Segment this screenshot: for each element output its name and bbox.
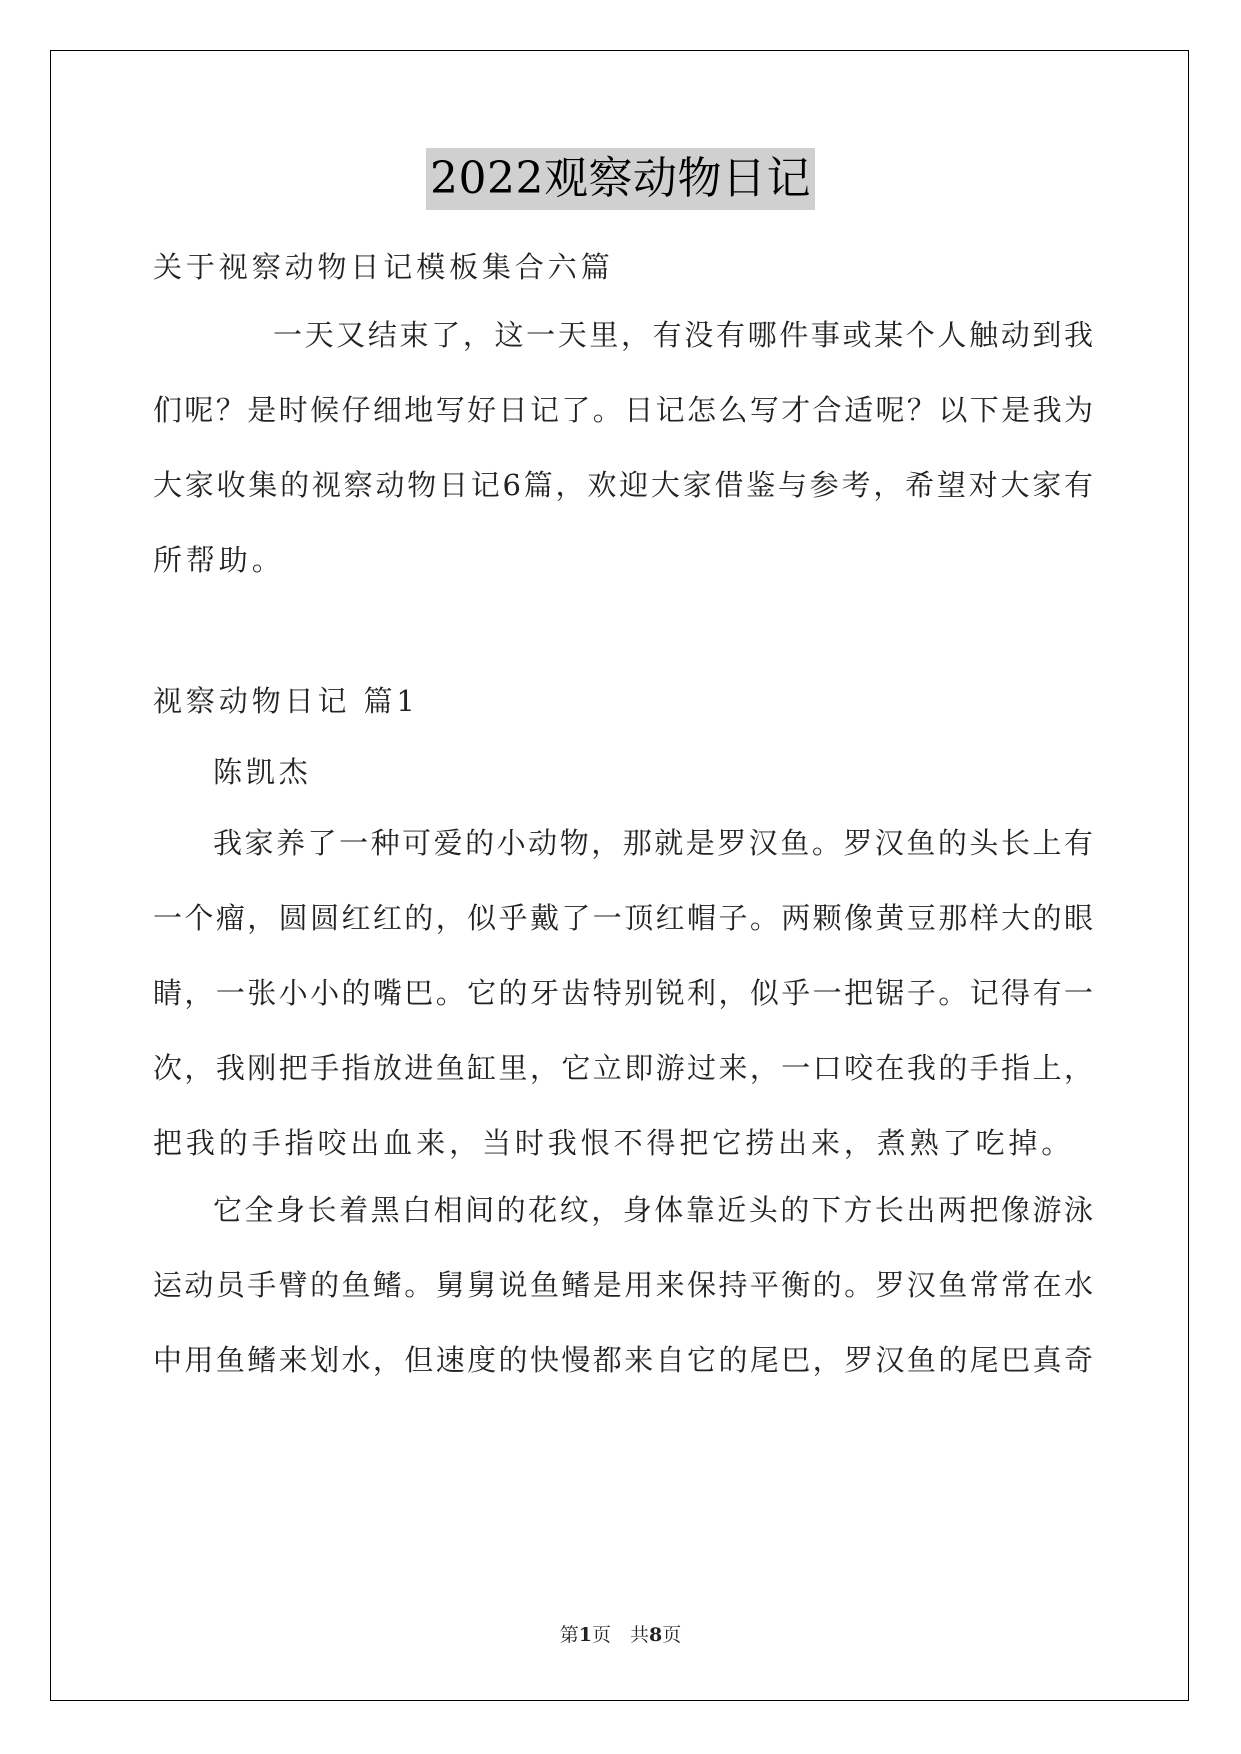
para1-line-1[interactable]: 我家养了一种可爱的小动物，那就是罗汉鱼。罗汉鱼的头长上有	[213, 826, 1093, 860]
author-name[interactable]: 陈凯杰	[213, 755, 312, 789]
footer-mid: 页 共	[591, 1624, 649, 1646]
intro-line-4[interactable]: 所帮助。	[153, 543, 285, 577]
para1-line-4[interactable]: 次，我刚把手指放进鱼缸里，它立即游过来，一口咬在我的手指上，	[153, 1051, 1093, 1085]
para1-line-3[interactable]: 睛，一张小小的嘴巴。它的牙齿特别锐利，似乎一把锯子。记得有一	[153, 976, 1093, 1010]
para1-line-2[interactable]: 一个瘤，圆圆红红的，似乎戴了一顶红帽子。两颗像黄豆那样大的眼	[153, 901, 1093, 935]
para2-line-3[interactable]: 中用鱼鳍来划水，但速度的快慢都来自它的尾巴，罗汉鱼的尾巴真奇	[153, 1343, 1093, 1377]
footer-total-pages: 8	[649, 1624, 663, 1646]
intro-line-1[interactable]: 一天又结束了，这一天里，有没有哪件事或某个人触动到我	[273, 318, 1093, 352]
document-subtitle[interactable]: 关于视察动物日记模板集合六篇	[153, 250, 614, 284]
intro-line-3[interactable]: 大家收集的视察动物日记6篇，欢迎大家借鉴与参考，希望对大家有	[153, 468, 1093, 502]
intro-line-2[interactable]: 们呢？是时候仔细地写好日记了。日记怎么写才合适呢？以下是我为	[153, 393, 1093, 427]
section-heading[interactable]: 视察动物日记 篇1	[153, 684, 419, 718]
para2-line-2[interactable]: 运动员手臂的鱼鳍。舅舅说鱼鳍是用来保持平衡的。罗汉鱼常常在水	[153, 1268, 1093, 1302]
title-container	[0, 148, 1241, 210]
footer-suffix: 页	[662, 1624, 682, 1646]
para1-line-5[interactable]: 把我的手指咬出血来，当时我恨不得把它捞出来，煮熟了吃掉。	[153, 1126, 1075, 1160]
para2-line-1[interactable]: 它全身长着黑白相间的花纹，身体靠近头的下方长出两把像游泳	[213, 1193, 1093, 1227]
page-border	[50, 50, 1189, 1701]
footer-page-number: 1	[578, 1624, 592, 1646]
document-title[interactable]: 2022观察动物日记	[426, 148, 815, 210]
footer-prefix: 第	[559, 1624, 579, 1646]
page-footer	[0, 1620, 1241, 1647]
